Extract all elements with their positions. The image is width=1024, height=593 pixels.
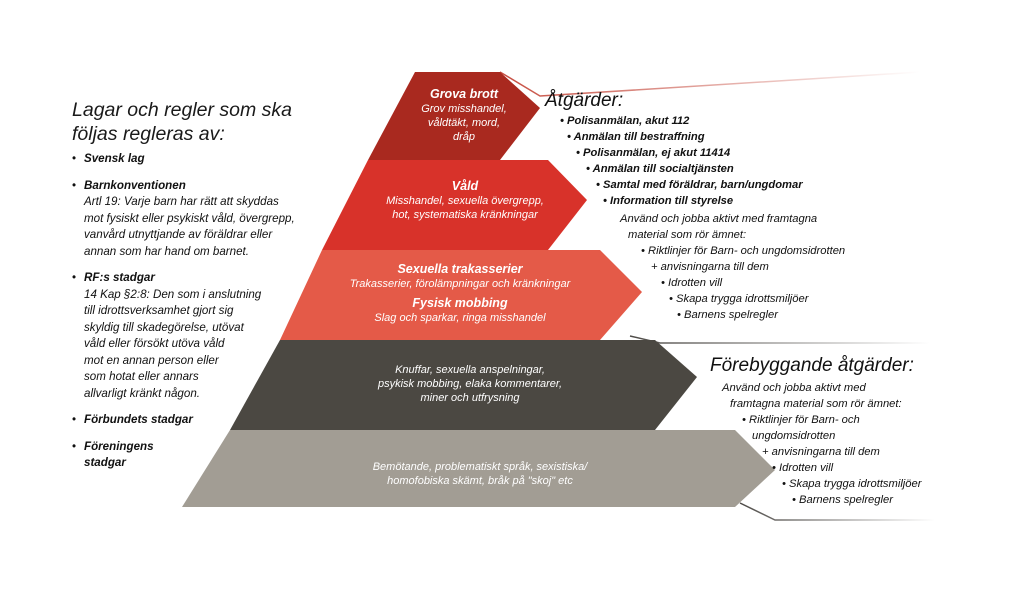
forebyggande-item: • Riktlinjer för Barn- och: [742, 414, 860, 426]
laws-item-foreningens-stadgar: [72, 439, 342, 472]
level3-title: Sexuella trakasserier: [397, 262, 523, 276]
laws-item-text: våld eller försökt utöva våld: [84, 337, 225, 350]
atgarder-item: • Information till styrelse: [603, 195, 734, 207]
laws-item-text: mot en annan person eller: [84, 353, 219, 367]
level1-text: Grov misshandel,: [421, 103, 507, 115]
level1-title: Grova brott: [429, 87, 499, 101]
level1-text: våldtäkt, mord,: [427, 117, 501, 129]
atgarder-item: • Samtal med föräldrar, barn/ungdomar: [596, 179, 803, 191]
level5-label: [330, 460, 630, 488]
level4-text: psykisk mobbing, elaka kommentarer,: [377, 378, 563, 390]
laws-list: [72, 151, 342, 479]
laws-item-svensk-lag: [72, 151, 342, 168]
level2-label: [350, 178, 580, 222]
forebyggande-item: • Barnens spelregler: [792, 494, 893, 506]
laws-item-text: annan som har hand om barnet.: [84, 244, 249, 258]
forebyggande-item: + anvisningarna till dem: [762, 446, 880, 458]
laws-item-title: stadgar: [84, 456, 126, 469]
level4-label: [340, 363, 600, 405]
atgarder-material: • Barnens spelregler: [677, 309, 778, 321]
laws-item-rf-stadgar: [72, 270, 342, 402]
atgarder-item: • Polisanmälan, akut 112: [560, 115, 690, 127]
atgarder-material: • Riktlinjer för Barn- och ungdomsidrotten: [641, 245, 846, 257]
level3-text2: Slag och sparkar, ringa misshandel: [374, 312, 546, 324]
forebyggande-item: • Skapa trygga idrottsmiljöer: [782, 478, 922, 490]
level5-text: Bemötande, problematiskt språk, sexistiska/: [372, 461, 588, 473]
level5-text: homofobiska skämt, bråk på "skoj" etc: [387, 475, 573, 487]
forebyggande-intro: Använd och jobba aktivt med: [722, 382, 866, 394]
laws-item-text: Artl 19: Varje barn har rätt att skyddas: [84, 195, 279, 208]
laws-item-text: mot fysiskt eller psykiskt våld, övergrepp,: [84, 211, 295, 225]
atgarder-item: • Anmälan till socialtjänsten: [586, 163, 734, 175]
laws-title-line1: Lagar och regler som ska: [72, 99, 293, 121]
atgarder-material: + anvisningarna till dem: [651, 261, 769, 273]
level2-title: Våld: [451, 179, 479, 193]
level1-label: [405, 86, 523, 144]
atgarder-material: • Idrotten vill: [661, 277, 723, 289]
atgarder-item: • Polisanmälan, ej akut 11414: [576, 147, 731, 159]
level3-label: [320, 261, 600, 325]
laws-item-title: • Barnkonventionen: [84, 178, 186, 192]
laws-item-title: • Förbundets stadgar: [84, 413, 193, 426]
forebyggande-intro: framtagna material som rör ämnet:: [730, 398, 902, 410]
laws-item-title: • Svensk lag: [84, 152, 145, 165]
laws-item-text: som hotat eller annars: [84, 370, 199, 383]
laws-item-title: • Föreningens: [84, 439, 154, 453]
level4-text: Knuffar, sexuella anspelningar,: [395, 364, 545, 376]
laws-title: [72, 98, 332, 146]
atgarder-title: Åtgärder:: [545, 90, 624, 111]
atgarder-material: • Skapa trygga idrottsmiljöer: [669, 293, 809, 305]
laws-item-text: vanvård utnyttjande av föräldrar eller: [84, 228, 273, 241]
forebyggande-item: ungdomsidrotten: [752, 430, 836, 442]
laws-item-title: • RF:s stadgar: [84, 271, 155, 284]
forebyggande-item: • Idrotten vill: [772, 462, 834, 474]
laws-item-text: skyldig till skadegörelse, utövat: [84, 320, 244, 334]
level3-title2: Fysisk mobbing: [412, 296, 508, 310]
laws-title-line2: följas regleras av:: [72, 123, 225, 145]
atgarder-item: • Anmälan till bestraffning: [567, 131, 705, 143]
laws-item-text: 14 Kap §2:8: Den som i anslutning: [84, 287, 262, 301]
laws-item-text: till idrottsverksamhet gjort sig: [84, 304, 234, 317]
laws-item-barnkonventionen: [72, 178, 342, 261]
level4-text: miner och utfrysning: [420, 392, 520, 404]
guide-line-middle: [630, 336, 930, 343]
atgarder-intro: material som rör ämnet:: [628, 229, 747, 241]
laws-item-text: allvarligt kränkt någon.: [84, 386, 200, 400]
atgarder-intro: Använd och jobba aktivt med framtagna: [620, 213, 818, 225]
level2-text: Misshandel, sexuella övergrepp,: [386, 195, 544, 207]
level2-text: hot, systematiska kränkningar: [392, 209, 538, 221]
forebyggande-title: Förebyggande åtgärder:: [710, 355, 914, 376]
level1-text: dråp: [452, 131, 476, 143]
level3-text: Trakasserier, förolämpningar och kränkningar: [349, 278, 571, 290]
laws-item-forbundets-stadgar: [72, 412, 342, 429]
